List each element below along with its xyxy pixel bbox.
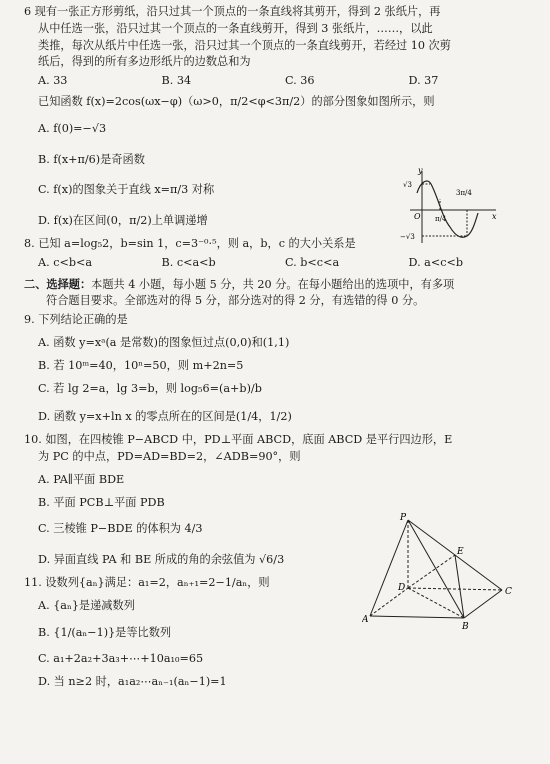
vertex-c: C [505,587,512,597]
max-tick-label: √3 [403,181,412,189]
option-b: B. f(x+π/6)是奇函数 [38,152,145,166]
option-c: C. 36 [285,74,315,88]
x-tick-pi-over-4: π/4 [435,215,447,223]
question-stem-line: 类推，每次从纸片中任选一张，沿只过其一个顶点的一条直线剪开，若经过 10 次剪 [38,38,451,52]
option-a: A. {aₙ}是递减数列 [38,598,135,612]
edge-bc [464,590,502,618]
option-row [24,73,532,90]
min-tick-label: −√3 [400,233,415,241]
edge-ab [370,616,464,618]
question-stem: 6 现有一张正方形剪纸，沿只过其一个顶点的一条直线将其剪开，得到 2 张纸片，再 [24,5,441,18]
question-stem: 10. 如图，在四棱锥 P−ABCD 中，PD⊥平面 ABCD，底面 ABCD 是平行四边形，E [24,433,453,447]
option-c: C. 若 lg 2=a，lg 3=b，则 log₅6=(a+b)/b [38,381,262,395]
vertex-a: A [362,615,369,625]
section-2-header [24,276,532,311]
cosine-graph-figure [400,165,500,245]
option-d: D. 当 n≥2 时，a₁a₂⋯aₙ₋₁(aₙ−1)=1 [38,675,227,689]
vertex-p: P [400,513,407,523]
edge-pa [370,520,408,616]
section-instructions: 本题共 4 小题，每小题 5 分，共 20 分。在每小题给出的选项中，有多项 [91,277,455,291]
vertex-e: E [457,547,464,557]
option-c: C. a₁+2a₂+3a₃+⋯+10a₁₀=65 [38,652,204,666]
option-b: B. c<a<b [161,255,216,269]
section-instructions-line: 符合题目要求。全部选对的得 5 分，部分选对的得 2 分，有选错的得 0 分。 [46,294,425,308]
option-a: A. f(0)=−√3 [38,121,107,135]
vertex-d: D [398,583,406,593]
edge-eb [455,555,464,618]
option-a: A. 33 [38,74,68,88]
option-c: C. f(x)的图象关于直线 x=π/3 对称 [38,183,215,197]
option-b: B. 若 10ᵐ=40，10ⁿ=50，则 m+2n=5 [38,358,244,372]
option-a: A. 函数 y=xᵃ(a 是常数)的图象恒过点(0,0)和(1,1) [38,335,290,349]
vertex-b: B [462,622,469,630]
option-a: A. c<b<a [38,255,93,269]
question-stem-line: 从中任选一张，沿只过其一个顶点的一条直线剪开，得到 3 张纸片，……，以此 [38,21,433,35]
option-row [24,255,532,272]
question-stem: 8. 已知 a=log₅2，b=sin 1，c=3⁻⁰·⁵，则 a，b，c 的大小关系是 [24,236,356,250]
question-stem-line: 为 PC 的中点，PD=AD=BD=2，∠ADB=90°，则 [38,449,301,463]
option-c: C. 三棱锥 P−BDE 的体积为 4/3 [38,522,203,536]
edge-dc [408,588,502,590]
question-9 [24,312,532,426]
option-a: A. PA∥平面 BDE [38,472,125,486]
y-axis-label: y [418,166,423,175]
edge-de [408,555,455,588]
question-stem: 11. 设数列{aₙ}满足：a₁=2，aₙ₊₁=2−1/aₙ，则 [24,575,270,589]
section-label: 二、选择题： [24,276,92,291]
option-b: B. 34 [161,74,192,88]
question-stem-line: 纸后，得到的所有多边形纸片的边数总和为 [38,55,251,69]
option-d: D. 函数 y=x+ln x 的零点所在的区间是(1/4，1/2) [38,410,292,424]
pyramid-figure [362,510,522,630]
question-7 [24,4,532,90]
option-c: C. b<c<a [285,255,340,269]
option-d: D. a<c<b [408,255,464,269]
option-d: D. 异面直线 PA 和 BE 所成的角的余弦值为 √6/3 [38,553,285,567]
x-axis-label: x [492,212,497,221]
option-d: D. 37 [408,74,439,88]
question-stem: 已知函数 f(x)=2cos(ωx−φ)（ω>0，π/2<φ<3π/2）的部分图象如图所示，则 [38,94,435,108]
origin-label: O [414,212,421,221]
x-tick-3pi-over-4: 3π/4 [456,189,472,197]
option-b: B. {1/(aₙ−1)}是等比数列 [38,625,172,639]
question-stem: 9. 下列结论正确的是 [24,313,128,327]
section-title [24,276,532,294]
option-b: B. 平面 PCB⊥平面 PDB [38,495,165,509]
option-d: D. f(x)在区间(0，π/2)上单调递增 [38,214,208,228]
